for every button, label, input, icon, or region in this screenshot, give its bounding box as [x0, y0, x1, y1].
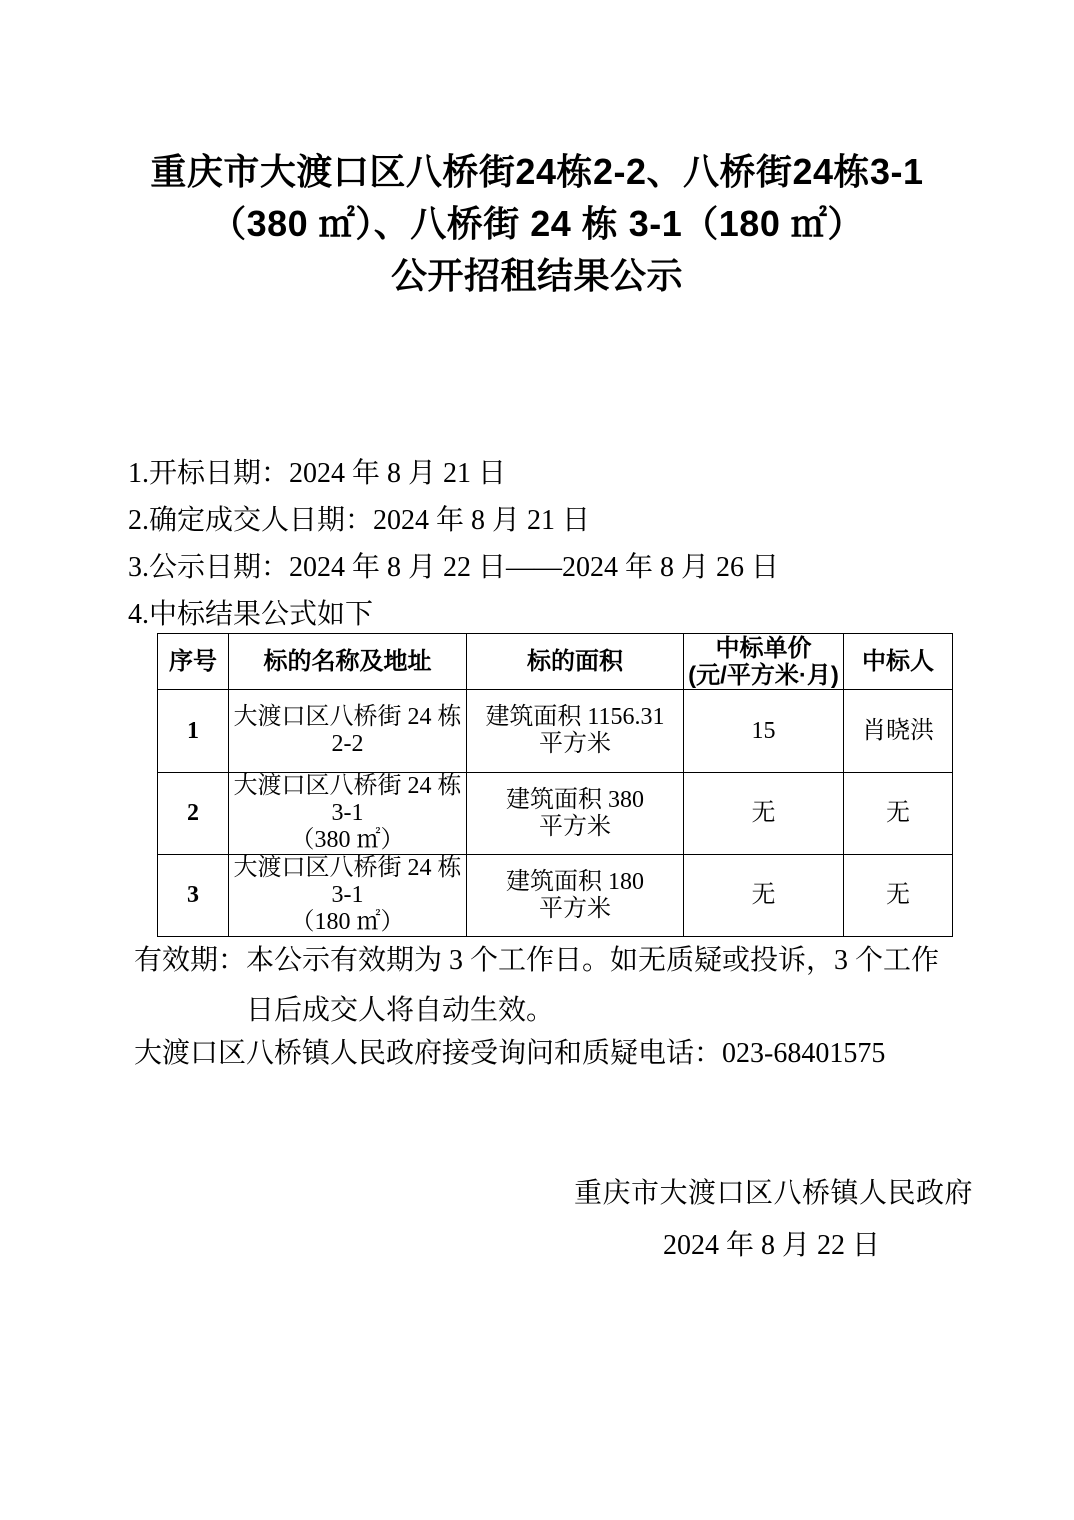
title-line-2: （380 ㎡）、八桥街 24 栋 3-1（180 ㎡） — [210, 203, 864, 244]
cell-no: 2 — [158, 773, 229, 855]
cell-name: 大渡口区八桥街 24 栋 3-1 （380 ㎡） — [229, 773, 467, 855]
signature-name: 重庆市大渡口区八桥镇人民政府 — [573, 1178, 973, 1209]
cell-area: 建筑面积 180 平方米 — [467, 855, 684, 937]
signature-date: 2024 年 8 月 22 日 — [662, 1230, 880, 1261]
notice-item-open-date: 1.开标日期：2024 年 8 月 21 日 — [128, 458, 507, 489]
cell-winner: 无 — [844, 855, 953, 937]
col-header-winner: 中标人 — [844, 634, 953, 690]
validity-line-2: 日后成交人将自动生效。 — [246, 995, 555, 1026]
cell-winner: 无 — [844, 773, 953, 855]
col-header-name: 标的名称及地址 — [229, 634, 467, 690]
cell-no: 3 — [158, 855, 229, 937]
col-header-area: 标的面积 — [467, 634, 684, 690]
contact-phone-line: 大渡口区八桥镇人民政府接受询问和质疑电话：023-68401575 — [134, 1038, 886, 1069]
table-row — [158, 855, 953, 937]
document-title — [0, 146, 1074, 302]
cell-name: 大渡口区八桥街 24 栋 3-1 （180 ㎡） — [229, 855, 467, 937]
cell-price: 15 — [684, 690, 844, 773]
cell-price: 无 — [684, 773, 844, 855]
cell-price: 无 — [684, 855, 844, 937]
col-header-no: 序号 — [158, 634, 229, 690]
notice-item-publicity-period: 3.公示日期：2024 年 8 月 22 日——2024 年 8 月 26 日 — [128, 552, 780, 583]
notice-item-winner-date: 2.确定成交人日期：2024 年 8 月 21 日 — [128, 505, 591, 536]
cell-name: 大渡口区八桥街 24 栋 2-2 — [229, 690, 467, 773]
table-header-row — [158, 634, 953, 690]
cell-area: 建筑面积 1156.31 平方米 — [467, 690, 684, 773]
notice-item-result-intro: 4.中标结果公式如下 — [128, 599, 374, 630]
col-header-price: 中标单价 (元/平方米·月) — [684, 634, 844, 690]
cell-no: 1 — [158, 690, 229, 773]
title-line-3: 公开招租结果公示 — [390, 255, 683, 296]
cell-winner: 肖晓洪 — [844, 690, 953, 773]
title-line-1: 重庆市大渡口区八桥街24栋2-2、八桥街24栋3-1 — [150, 151, 924, 192]
table-row — [158, 773, 953, 855]
results-table — [157, 633, 953, 937]
validity-paragraph — [134, 936, 964, 1036]
notice-list — [128, 450, 779, 638]
table-row — [158, 690, 953, 773]
cell-area: 建筑面积 380 平方米 — [467, 773, 684, 855]
validity-line-1: 有效期：本公示有效期为 3 个工作日。如无质疑或投诉，3 个工作 — [134, 945, 940, 976]
